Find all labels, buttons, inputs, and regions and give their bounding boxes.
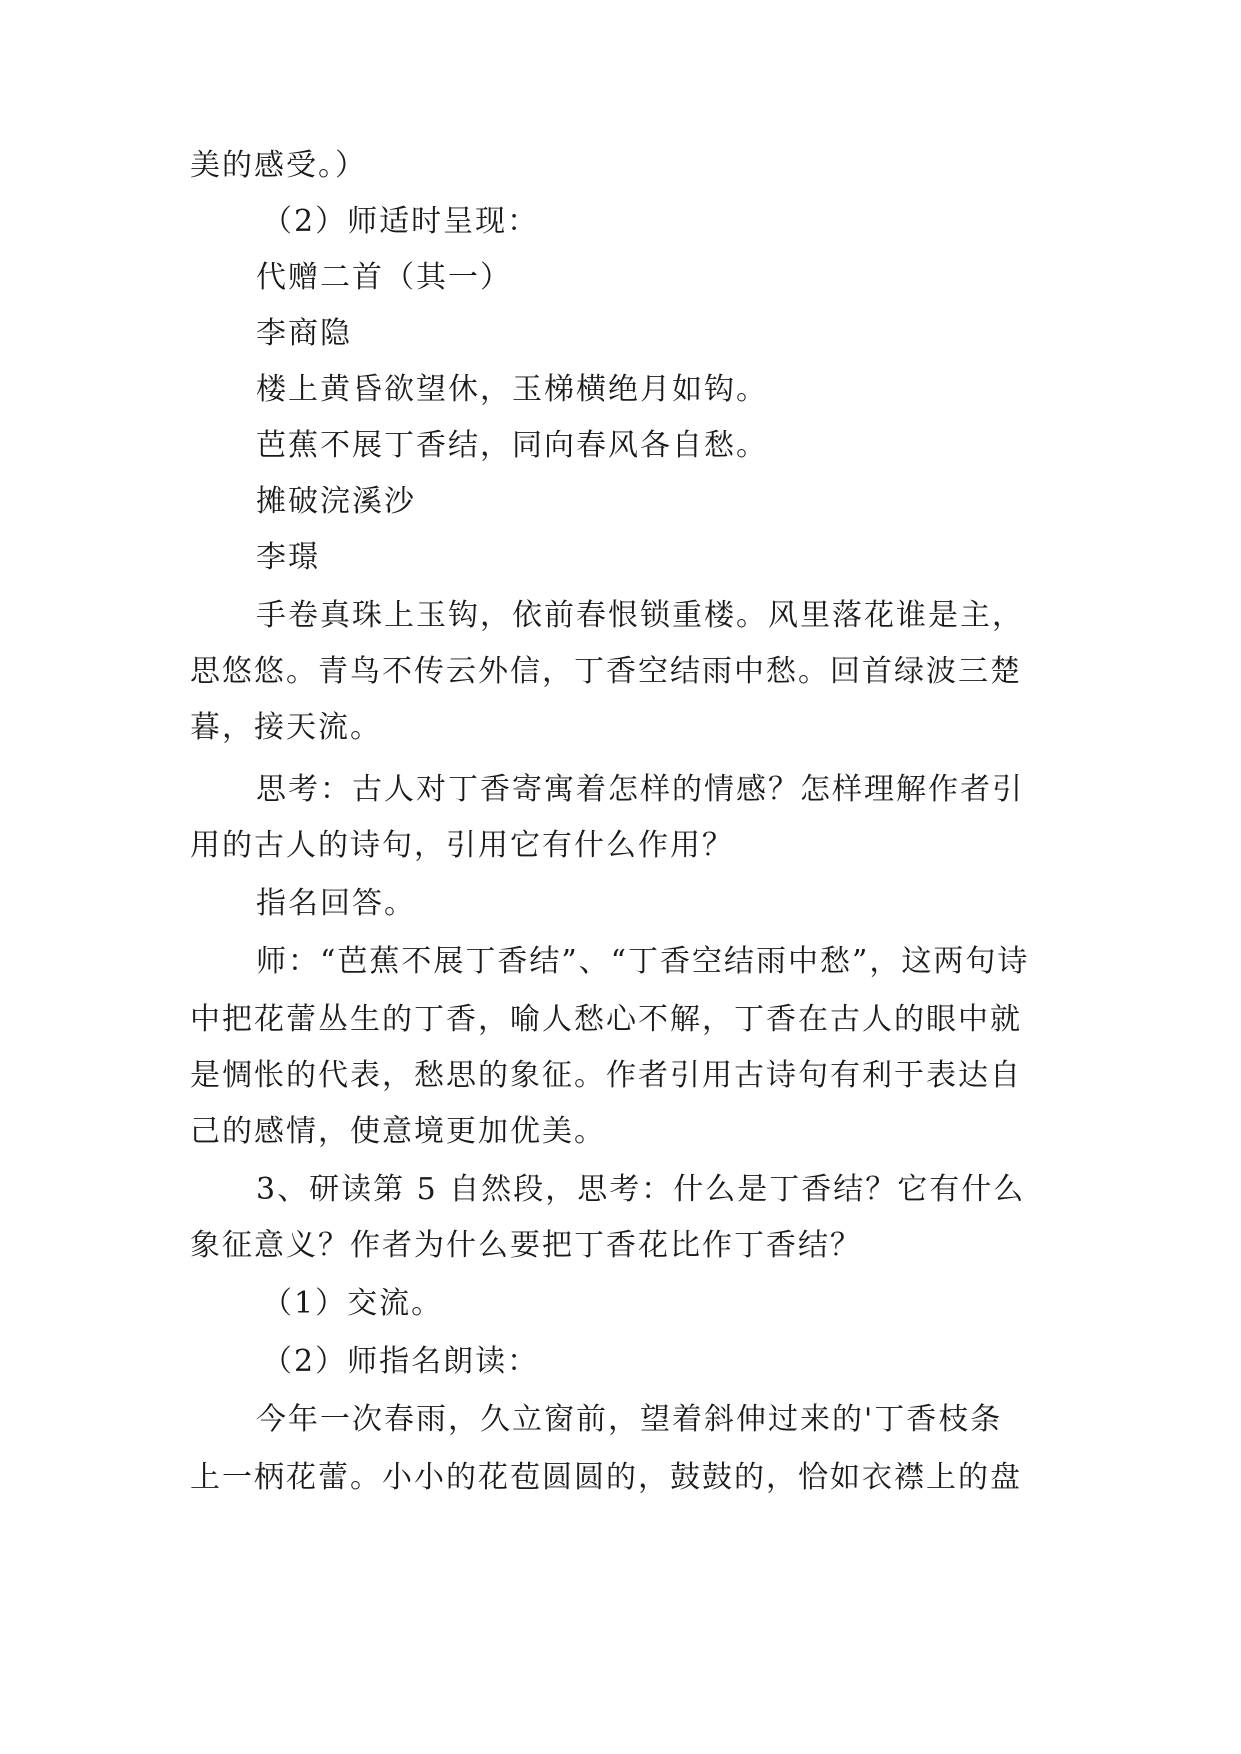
- text-line: 指名回答。: [256, 886, 416, 921]
- text-line: 楼上黄昏欲望休，玉梯横绝月如钩。: [256, 372, 768, 407]
- text-line: 手卷真珠上玉钩，依前春恨锁重楼。风里落花谁是主，: [256, 598, 1024, 633]
- text-line: 3、研读第 5 自然段，思考：什么是丁香结？它有什么: [256, 1172, 1026, 1207]
- text-line: 美的感受。）: [190, 148, 367, 183]
- text-line: 用的古人的诗句，引用它有什么作用？: [190, 828, 734, 863]
- text-line: （2）师指名朗读：: [262, 1344, 540, 1379]
- text-line: 李璟: [256, 540, 320, 575]
- text-line: 是惆怅的代表，愁思的象征。作者引用古诗句有利于表达自: [190, 1058, 1022, 1093]
- text-line: 己的感情，使意境更加优美。: [190, 1114, 606, 1149]
- text-line: 师：“芭蕉不展丁香结”、“丁香空结雨中愁”，这两句诗: [256, 944, 1030, 979]
- text-line: 李商隐: [256, 316, 352, 351]
- text-line: 芭蕉不展丁香结，同向春风各自愁。: [256, 428, 768, 463]
- text-line: 象征意义？作者为什么要把丁香花比作丁香结？: [190, 1228, 862, 1263]
- text-line: 思考：古人对丁香寄寓着怎样的情感？怎样理解作者引: [256, 772, 1024, 807]
- text-line: 代赠二首（其一）: [256, 260, 512, 295]
- text-line: 今年一次春雨，久立窗前，望着斜伸过来的'丁香枝条: [256, 1402, 1003, 1437]
- text-line: 摊破浣溪沙: [256, 484, 416, 519]
- text-line: （2）师适时呈现：: [262, 204, 540, 239]
- text-line: 暮，接天流。: [190, 710, 382, 745]
- text-line: 上一柄花蕾。小小的花苞圆圆的，鼓鼓的，恰如衣襟上的盘: [190, 1460, 1022, 1495]
- text-line: 中把花蕾丛生的丁香，喻人愁心不解，丁香在古人的眼中就: [190, 1002, 1022, 1037]
- text-line: 思悠悠。青鸟不传云外信，丁香空结雨中愁。回首绿波三楚: [190, 654, 1022, 689]
- text-line: （1）交流。: [262, 1286, 444, 1321]
